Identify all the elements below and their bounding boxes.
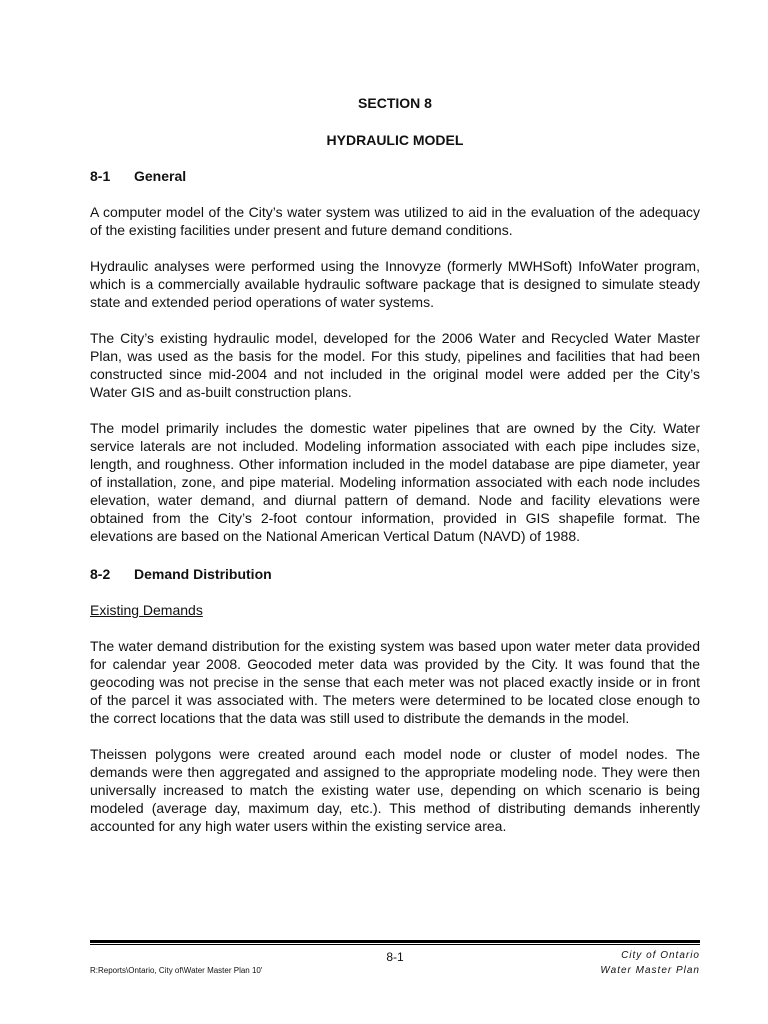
heading-demand [90, 565, 272, 583]
demand-paragraph-2: Theissen polygons were created around each model node or cluster of model nodes. The demands were then aggregated and assigned to the appropriate modeling node. They were then universally increased to match the existing water use, depending on which scenario is being modeled (average day, maximum day, etc.). This method of distributing demands inherently accounted for any high water users within the existing service area. [90, 746, 700, 834]
demand-paragraph-1: The water demand distribution for the existing system was based upon water meter data provided for calendar year 2008. Geocoded meter data was provided by the City. It was found that the geocoding was not precise in the sense that each meter was not placed exactly inside or in front of the parcel it was associated with. The meters were determined to be located close enough to the correct locations that the data was still used to distribute the demands in the model. [90, 638, 700, 726]
subheading-existing-demands: Existing Demands [90, 602, 203, 618]
footer-divider [90, 940, 700, 945]
heading-general-label: General [134, 168, 187, 184]
footer-document-title: Water Master Plan [600, 965, 700, 976]
footer-page-number: 8-1 [386, 950, 404, 964]
footer-organization: City of Ontario [621, 950, 700, 961]
heading-demand-label: Demand Distribution [134, 566, 272, 582]
heading-general-number: 8-1 [90, 168, 111, 184]
heading-general [90, 167, 186, 185]
general-paragraph-1: A computer model of the City’s water system was utilized to aid in the evaluation of the adequacy of the existing facilities under present and future demand conditions. [90, 204, 700, 238]
general-paragraph-4: The model primarily includes the domestic water pipelines that are owned by the City. Water service laterals are not included. Modeling information associated with each pipe includes size, length, and roughness. Other information included in the model database are pipe diameter, year of installation, zone, and pipe material. Modeling information associated with each node includes elevation, water demand, and diurnal pattern of demand. Node and facility elevations were obtained from the City’s 2-foot contour information, provided in GIS shapefile format. The elevations are based on the National American Vertical Datum (NAVD) of 1988. [90, 420, 700, 544]
general-paragraph-3: The City’s existing hydraulic model, developed for the 2006 Water and Recycled Water Master Plan, was used as the basis for the model. For this study, pipelines and facilities that had been constructed since mid-2004 and not included in the original model were added per the City’s Water GIS and as-built construction plans. [90, 330, 700, 400]
heading-demand-number: 8-2 [90, 566, 111, 582]
footer-file-path: R:Reports\Ontario, City of\Water Master Plan 10' [90, 966, 263, 975]
section-subtitle: HYDRAULIC MODEL [326, 132, 464, 148]
section-title: SECTION 8 [358, 95, 432, 111]
general-paragraph-2: Hydraulic analyses were performed using the Innovyze (formerly MWHSoft) InfoWater program, which is a commercially available hydraulic software package that is designed to simulate steady state and extended period operations of water systems. [90, 258, 700, 310]
